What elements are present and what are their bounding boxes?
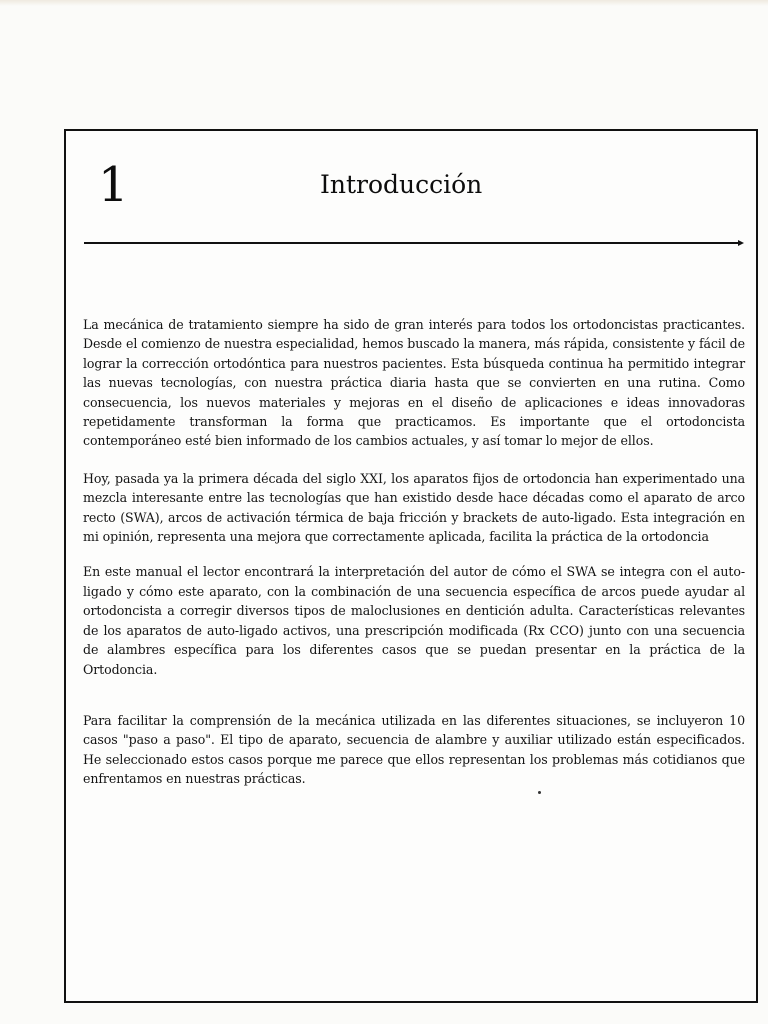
scan-speck bbox=[538, 791, 541, 794]
paragraph-1: La mecánica de tratamiento siempre ha sido de gran interés para todos los ortodoncistas practicantes. Desde el comienzo de nuestra especialidad, hemos buscado la manera, más rápida, consistente y fácil de lograr la corrección ortodóntica para nuestros pacientes. Esta búsqueda continua ha permitido integrar las nuevas tecnologías, con nuestra práctica diaria hasta que se convierten en una rutina. Como consecuencia, los nuevos materiales y mejoras en el diseño de aplicaciones e ideas innovadoras repetidamente transforman la forma que practicamos. Es importante que el ortodoncista contemporáneo esté bien informado de los cambios actuales, y así tomar lo mejor de ellos. bbox=[83, 317, 745, 449]
title-divider bbox=[84, 242, 742, 244]
paragraph-2: Hoy, pasada ya la primera década del siglo XXI, los aparatos fijos de ortodoncia han experimentado una mezcla interesante entre las tecnologías que han existido desde hace décadas como el aparato de arco recto (SWA), arcos de activación térmica de baja fricción y brackets de auto-ligado. Esta integración en mi opinión, representa una mejora que correctamente aplicada, facilita la práctica de la ortodoncia bbox=[83, 470, 745, 545]
scan-edge-shading bbox=[0, 0, 768, 6]
page-frame bbox=[64, 129, 758, 1003]
chapter-number: 1 bbox=[98, 157, 129, 213]
title-divider-tip bbox=[738, 240, 744, 246]
body-text bbox=[83, 315, 745, 789]
paragraph-3: En este manual el lector encontrará la interpretación del autor de cómo el SWA se integra con el auto-ligado y cómo este aparato, con la combinación de una secuencia específica de arcos puede ayudar al ortodoncista a corregir diversos tipos de maloclusiones en dentición adulta. Características relevantes de los aparatos de auto-ligado activos, una prescripción modificada (Rx CCO) junto con una secuencia de alambres específica para los diferentes casos que se puedan presentar en la práctica de la Ortodoncia. bbox=[83, 564, 745, 677]
paragraph-4: Para facilitar la comprensión de la mecánica utilizada en las diferentes situaciones, se incluyeron 10 casos "paso a paso". El tipo de aparato, secuencia de alambre y auxiliar utilizado están especificados. He seleccionado estos casos porque me parece que ellos representan los problemas más cotidianos que enfrentamos en nuestras prácticas. bbox=[83, 712, 745, 787]
chapter-title: Introducción bbox=[320, 170, 483, 199]
